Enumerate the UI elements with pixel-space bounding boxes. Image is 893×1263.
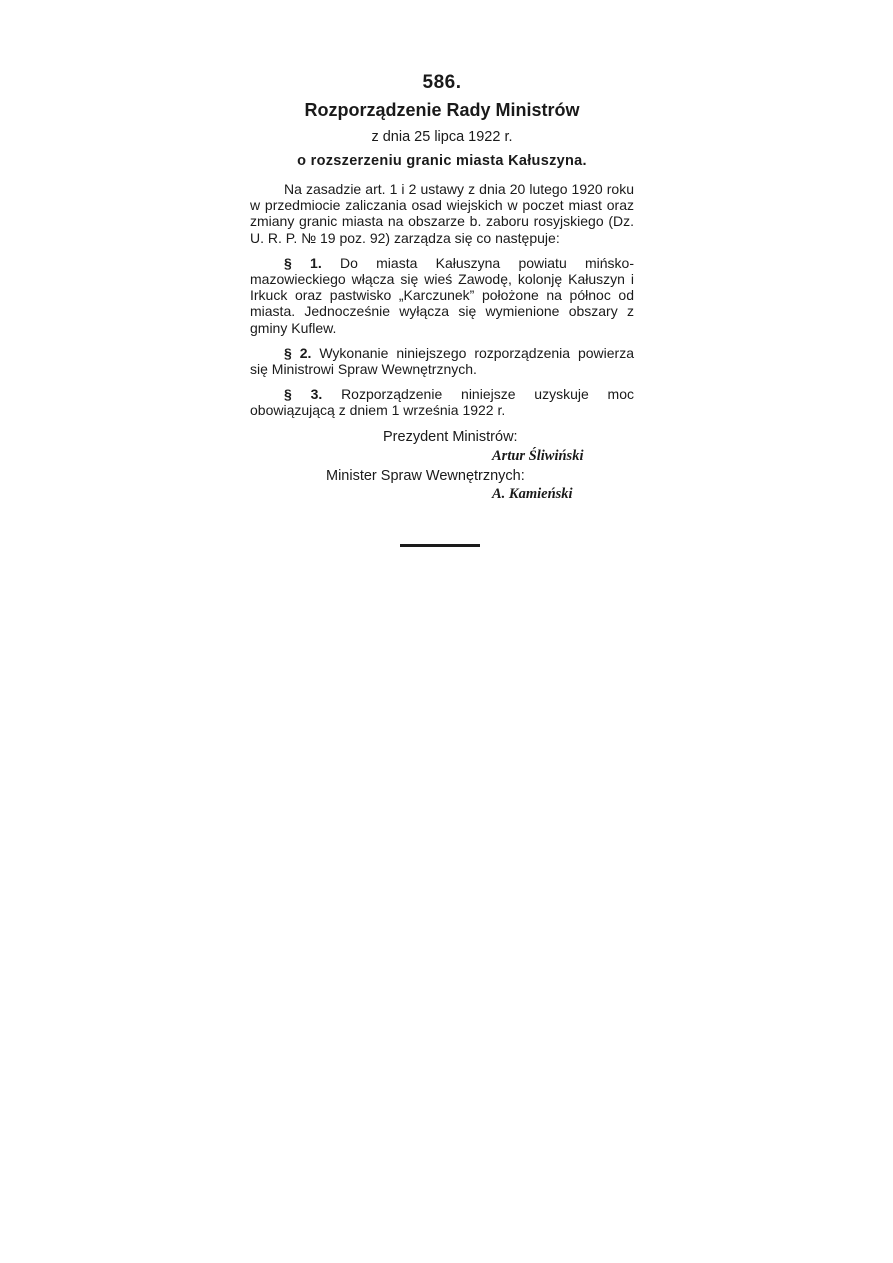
section-1-paragraph [250,255,634,336]
document-title: Rozporządzenie Rady Ministrów [304,100,580,120]
section-1-label: § 1. [284,254,322,271]
preamble-paragraph: Na zasadzie art. 1 i 2 ustawy z dnia 20 lutego 1920 roku w przedmiocie zaliczania osad wiejskich w poczet miast oraz zmiany granic miasta na obszarze b. zaboru rosyjskiego (Dz. U. R. P. № 19 poz. 92) zarządza się co następuje: [250,181,634,246]
section-3-text: Rozporządzenie niniejsze uzyskuje moc obowiązującą z dniem 1 września 1922 r. [250,386,635,419]
document-number: 586. [422,72,462,93]
document-subject: o rozszerzeniu granic miasta Kałuszyna. [297,153,587,169]
section-2-paragraph [250,345,634,377]
signature-name-prime-minister: Artur Śliwiński [492,447,584,464]
signature-role-prime-minister: Prezydent Ministrów: [383,428,518,445]
section-1-text: Do miasta Kałuszyna powiatu mińsko-mazowieckiego włącza się wieś Zawodę, kolonję Kałuszyn i Irkuck oraz pastwisko „Karczunek” położone na północ od miasta. Jednocześnie wyłącza się wymienione obszary z gminy Kuflew. [250,254,634,336]
closing-rule-divider [400,544,480,547]
document-date: z dnia 25 lipca 1922 r. [371,129,513,145]
section-3-paragraph [250,386,634,418]
section-2-text: Wykonanie niniejszego rozporządzenia powierza się Ministrowi Spraw Wewnętrznych. [250,344,634,378]
section-2-label: § 2. [284,344,312,361]
signature-role-interior-minister: Minister Spraw Wewnętrznych: [326,467,525,484]
signature-block [250,429,634,506]
section-3-label: § 3. [284,386,323,403]
document-page [250,72,634,506]
signature-name-interior-minister: A. Kamieński [492,485,573,502]
